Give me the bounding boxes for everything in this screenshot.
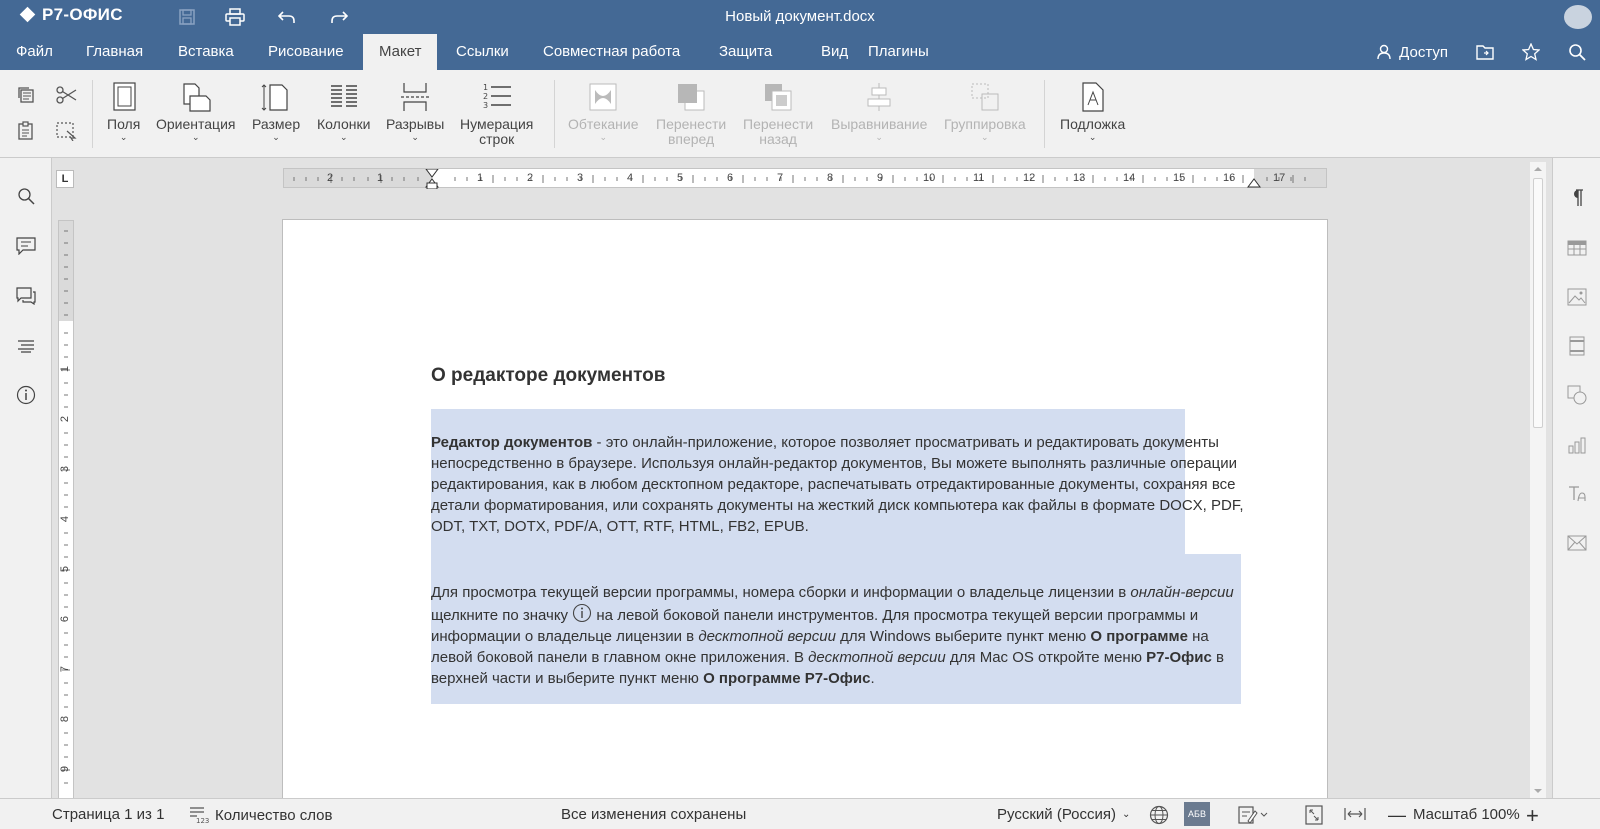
ruler-number: 11 (973, 172, 985, 184)
paragraph-settings-icon[interactable] (1565, 186, 1589, 210)
text-run: в верхней части и выберите пункт меню (431, 649, 1224, 687)
document-heading: О редакторе документов (431, 365, 666, 386)
text-run: на левой боковой панели инструментов. Для просмотра текущей версии программы и информации о владельце лицензии в (431, 607, 1199, 645)
tab-collaboration[interactable]: Совместная работа (543, 43, 681, 60)
language-label: Русский (Россия) (997, 806, 1117, 823)
scroll-up-icon[interactable] (1530, 162, 1546, 176)
print-icon[interactable] (222, 5, 248, 29)
send-back-icon (763, 82, 793, 112)
ruler-number: 1 (377, 172, 384, 184)
italic-run: десктопной версии (808, 649, 946, 666)
zoom-level[interactable]: Масштаб 100% (1413, 806, 1520, 823)
menu-bar (0, 34, 1600, 70)
italic-run: онлайн-версии (1130, 584, 1234, 601)
scroll-thumb[interactable] (1533, 178, 1543, 428)
paste-icon[interactable] (14, 120, 38, 142)
document-page[interactable] (282, 219, 1328, 799)
svg-text:1: 1 (482, 83, 488, 92)
save-status: Все изменения сохранены (561, 806, 747, 823)
search-icon[interactable] (15, 185, 37, 207)
redo-icon[interactable] (326, 5, 352, 29)
svg-text:123: 123 (196, 817, 209, 824)
fields-button[interactable]: Поля ⌄ (107, 82, 140, 142)
ruler-number: 8 (59, 715, 72, 723)
ruler-number: 1 (59, 365, 72, 373)
orientation-label: Ориентация (156, 116, 236, 132)
svg-text:2: 2 (482, 92, 488, 101)
bring-forward-button[interactable] (656, 82, 726, 147)
bring-forward-label-1: Перенести (656, 116, 727, 132)
tab-stop-selector[interactable]: L (56, 170, 74, 188)
shape-settings-icon[interactable] (1565, 383, 1589, 407)
paragraph-2 (431, 582, 1246, 689)
ruler-number: 6 (59, 615, 72, 623)
undo-icon[interactable] (274, 5, 300, 29)
size-label: Размер (252, 116, 301, 132)
app-logo (20, 5, 123, 25)
line-numbers-label-2: строк (479, 131, 515, 147)
fit-page-icon[interactable] (1305, 805, 1323, 825)
bold-run: Р7-Офис (1146, 649, 1212, 666)
svg-text:3: 3 (482, 101, 488, 110)
mail-merge-icon[interactable] (1565, 531, 1589, 555)
image-settings-icon[interactable] (1565, 285, 1589, 309)
ribbon-toolbar (0, 70, 1600, 158)
right-sidebar (1552, 158, 1600, 798)
page-break-icon (400, 82, 430, 112)
comments-icon[interactable] (15, 235, 37, 257)
paragraph-1-text: - это онлайн-приложение, которое позволяет просматривать и редактировать документы непосредственно в браузере. Используя онлайн-редактор документов, Вы можете выполнять различные операции редактирования, как в любом десктопном редакторе, распечатывать отредактированные документы, сохраняя все детали форматирования, или сохранять документы на жесткий диск компьютера как файлы в формате DOCX, PDF, ODT, TXT, DOTX, PDF/A, OTT, RTF, HTML, FB2, EPUB. (431, 434, 1244, 535)
tab-layout[interactable]: Макет (363, 34, 437, 70)
ruler-number: 2 (59, 415, 72, 423)
word-count-button[interactable] (189, 806, 332, 824)
vertical-scrollbar[interactable] (1530, 162, 1546, 798)
group-icon (970, 82, 1000, 112)
navigation-icon[interactable] (15, 335, 37, 357)
paragraph-1 (431, 432, 1246, 537)
zoom-in-button[interactable]: + (1526, 803, 1539, 828)
bold-term: Редактор документов (431, 434, 593, 451)
tab-insert[interactable]: Вставка (178, 43, 234, 60)
header-footer-icon[interactable] (1565, 334, 1589, 358)
status-bar (0, 798, 1600, 829)
ruler-number: 3 (577, 172, 584, 184)
ruler-number: 17 (1273, 172, 1286, 184)
ruler-number: 1 (477, 172, 484, 184)
watermark-icon (1078, 82, 1108, 112)
title-bar (0, 0, 1600, 34)
line-numbers-icon (482, 82, 512, 112)
text-run: . (870, 670, 875, 687)
tab-home[interactable]: Главная (86, 43, 144, 60)
tab-file[interactable]: Файл (16, 43, 53, 60)
ruler-number: 16 (1223, 172, 1236, 184)
group-button[interactable]: Группировка ⌄ (944, 82, 1026, 142)
chat-icon[interactable] (15, 285, 37, 307)
ruler-number: 15 (1173, 172, 1186, 184)
word-count-label: Количество слов (215, 806, 333, 824)
align-objects-icon (864, 82, 894, 112)
tab-references[interactable]: Ссылки (456, 43, 509, 60)
group-label: Группировка (944, 116, 1026, 132)
tab-draw[interactable]: Рисование (268, 43, 344, 60)
wrap-label: Обтекание (568, 116, 639, 132)
wrap-button[interactable]: Обтекание ⌄ (568, 82, 639, 142)
ruler-number: 4 (627, 172, 634, 184)
ruler-number: 12 (1023, 172, 1036, 184)
align-label: Выравнивание (831, 116, 928, 132)
copy-icon[interactable] (14, 84, 38, 106)
tab-plugins[interactable]: Плагины (868, 43, 929, 60)
bring-forward-label-2: вперед (667, 131, 715, 147)
about-info-icon[interactable] (15, 384, 37, 406)
italic-run: десктопной версии (698, 628, 836, 645)
page-counter[interactable]: Страница 1 из 1 (52, 806, 165, 823)
word-count-icon (189, 806, 209, 824)
share-button[interactable] (1377, 44, 1448, 61)
user-avatar[interactable] (1564, 5, 1592, 29)
watermark-label: Подложка (1060, 116, 1126, 132)
bold-run: О программе Р7-Офис (703, 670, 871, 687)
ruler-number: 7 (777, 172, 784, 184)
text-run: для Mac OS откройте меню (945, 649, 1147, 666)
vertical-ruler[interactable] (58, 220, 74, 798)
ruler-number: 5 (59, 565, 72, 573)
ruler-number: 5 (677, 172, 684, 184)
left-sidebar (0, 158, 52, 798)
fit-width-icon[interactable] (1344, 807, 1366, 821)
text-run: на левой боковой панели в главном окне приложения. В (431, 628, 1209, 666)
info-icon (572, 603, 592, 623)
breaks-label: Разрывы (386, 116, 445, 132)
line-numbers-button[interactable] (460, 82, 533, 147)
columns-label: Колонки (317, 116, 371, 132)
ruler-number: 4 (59, 515, 72, 523)
document-language-icon[interactable] (1149, 805, 1169, 825)
watermark-button[interactable]: Подложка ⌄ (1060, 82, 1125, 142)
search-icon[interactable] (1568, 43, 1586, 61)
text-run: для Windows выберите пункт меню (835, 628, 1091, 645)
ruler-number: 14 (1123, 172, 1136, 184)
ruler-ticks (284, 169, 1328, 189)
zoom-out-button[interactable]: — (1388, 805, 1406, 825)
columns-icon (329, 82, 359, 112)
spellcheck-toggle[interactable]: АБВ (1184, 802, 1210, 826)
text-art-icon[interactable] (1565, 482, 1589, 506)
line-numbers-label-1: Нумерация (460, 116, 534, 132)
fields-label: Поля (107, 116, 141, 132)
text-run: Для просмотра текущей версии программы, номера сборки и информации о владельце лицензии в (431, 584, 1131, 601)
save-icon[interactable] (174, 5, 200, 29)
horizontal-ruler[interactable] (283, 168, 1327, 188)
share-label: Доступ (1399, 43, 1448, 61)
select-all-icon[interactable] (54, 120, 78, 142)
columns-button[interactable]: Колонки ⌄ (317, 82, 370, 142)
orientation-button[interactable]: Ориентация ⌄ (156, 82, 235, 142)
breaks-button[interactable]: Разрывы ⌄ (386, 82, 444, 142)
send-back-button[interactable] (743, 82, 813, 147)
ruler-number: 9 (59, 765, 72, 773)
text-wrap-icon (588, 82, 618, 112)
user-icon (1377, 44, 1393, 60)
chart-settings-icon[interactable] (1565, 433, 1589, 457)
open-location-icon[interactable] (1476, 44, 1494, 60)
ruler-number: 2 (327, 172, 334, 184)
tab-protection[interactable]: Защита (719, 43, 773, 60)
tab-view[interactable]: Вид (821, 43, 849, 60)
ruler-number: 7 (59, 665, 72, 673)
language-select[interactable] (997, 806, 1130, 823)
bring-forward-icon (676, 82, 706, 112)
ruler-number: 8 (827, 172, 834, 184)
bold-run: О программе (1090, 628, 1188, 645)
ruler-number: 6 (727, 172, 734, 184)
ruler-number: 10 (923, 172, 936, 184)
ruler-number: 13 (1073, 172, 1086, 184)
send-back-label-1: Перенести (743, 116, 814, 132)
text-run: щелкните по значку (431, 607, 573, 624)
cut-icon[interactable] (54, 84, 78, 106)
orientation-icon (181, 82, 211, 112)
vruler-ticks (59, 221, 75, 799)
table-settings-icon[interactable] (1565, 236, 1589, 260)
logo-icon (20, 7, 36, 23)
page-size-icon (261, 82, 291, 112)
chevron-down-icon: ⌄ (1122, 809, 1131, 820)
ruler-number: 2 (527, 172, 534, 184)
track-changes-icon[interactable] (1238, 805, 1268, 825)
favorite-star-icon[interactable] (1522, 43, 1540, 61)
ruler-number: 3 (59, 465, 72, 473)
document-title: Новый документ.docx (725, 8, 875, 25)
send-back-label-2: назад (759, 131, 797, 147)
logo-text: Р7-ОФИС (42, 5, 123, 24)
ruler-number: 9 (877, 172, 884, 184)
size-button[interactable]: Размер ⌄ (252, 82, 300, 142)
align-button[interactable]: Выравнивание ⌄ (831, 82, 927, 142)
scroll-down-icon[interactable] (1530, 784, 1546, 798)
margins-icon (109, 82, 139, 112)
